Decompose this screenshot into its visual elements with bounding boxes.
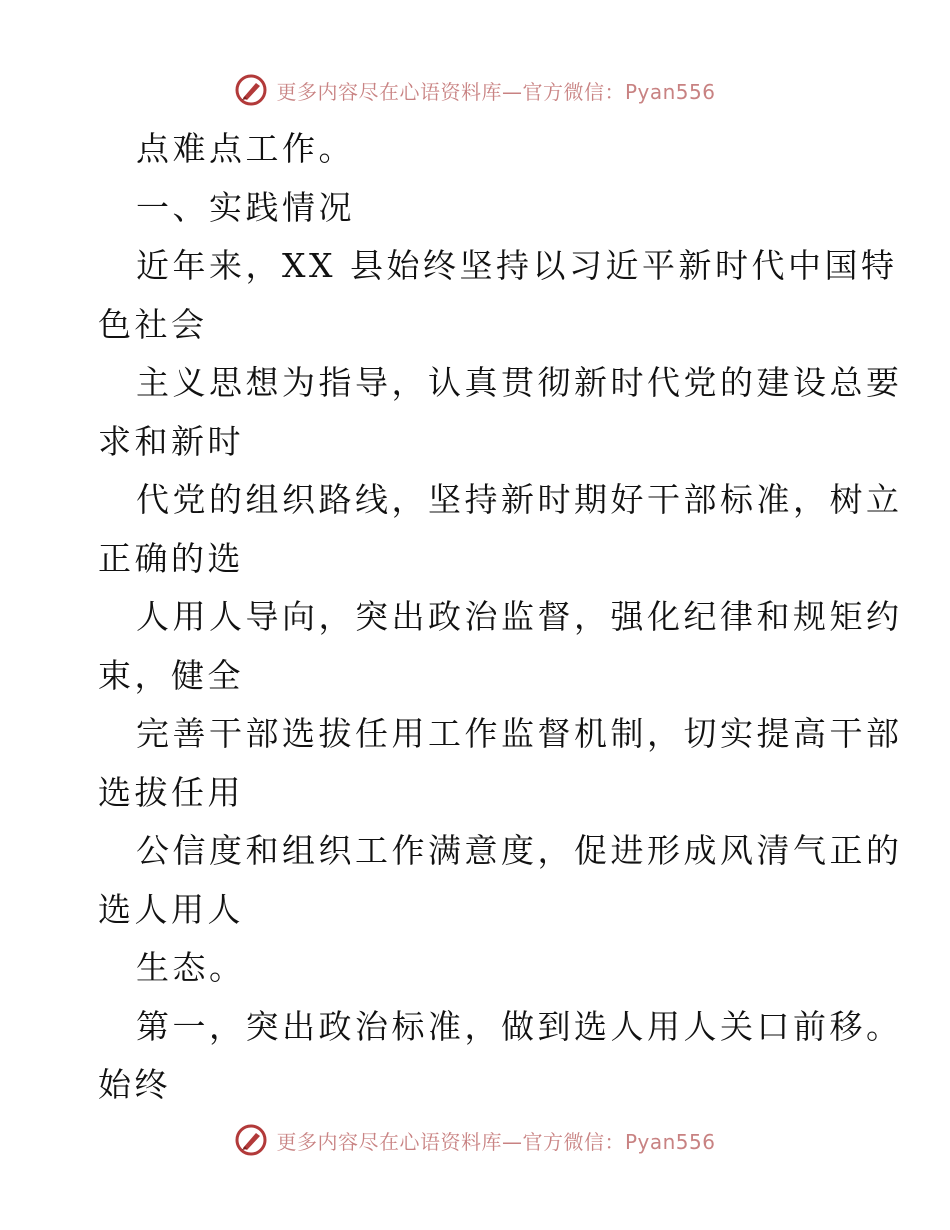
header-watermark [0,68,950,112]
text-line: 求和新时 [98,421,244,461]
text-line: 第一，突出政治标准，做到选人用人关口前移。 [136,1006,903,1046]
text-line: 主义思想为指导，认真贯彻新时代党的建设总要 [136,363,903,402]
text-line: 选拔任用 [98,772,244,812]
text-line: 选人用人 [98,889,244,929]
watermark-text: 更多内容尽在心语资料库—官方微信：Pyan556 [276,1129,716,1154]
text-line: 色社会 [98,304,208,344]
text-line: 始终 [98,1065,171,1104]
text-line: 人用人导向，突出政治监督，强化纪律和规矩约 [136,597,903,636]
text-line: 一、实践情况 [136,187,355,227]
text-line: 束，健全 [98,655,244,695]
text-line: 生态。 [136,948,246,987]
pen-logo-icon [234,73,268,107]
text-line: 近年来，XX 县始终坚持以习近平新时代中国特 [136,246,898,285]
text-line: 公信度和组织工作满意度，促进形成风清气正的 [136,831,903,870]
document-body [98,120,903,1115]
watermark-text: 更多内容尽在心语资料库—官方微信：Pyan556 [276,79,716,104]
text-line: 完善干部选拔任用工作监督机制，切实提高干部 [136,714,903,753]
footer-watermark [0,1118,950,1162]
pen-logo-icon [234,1123,268,1157]
text-line: 点难点工作。 [136,129,355,168]
text-line: 代党的组织路线，坚持新时期好干部标准，树立 [136,480,903,519]
text-line: 正确的选 [98,538,244,578]
